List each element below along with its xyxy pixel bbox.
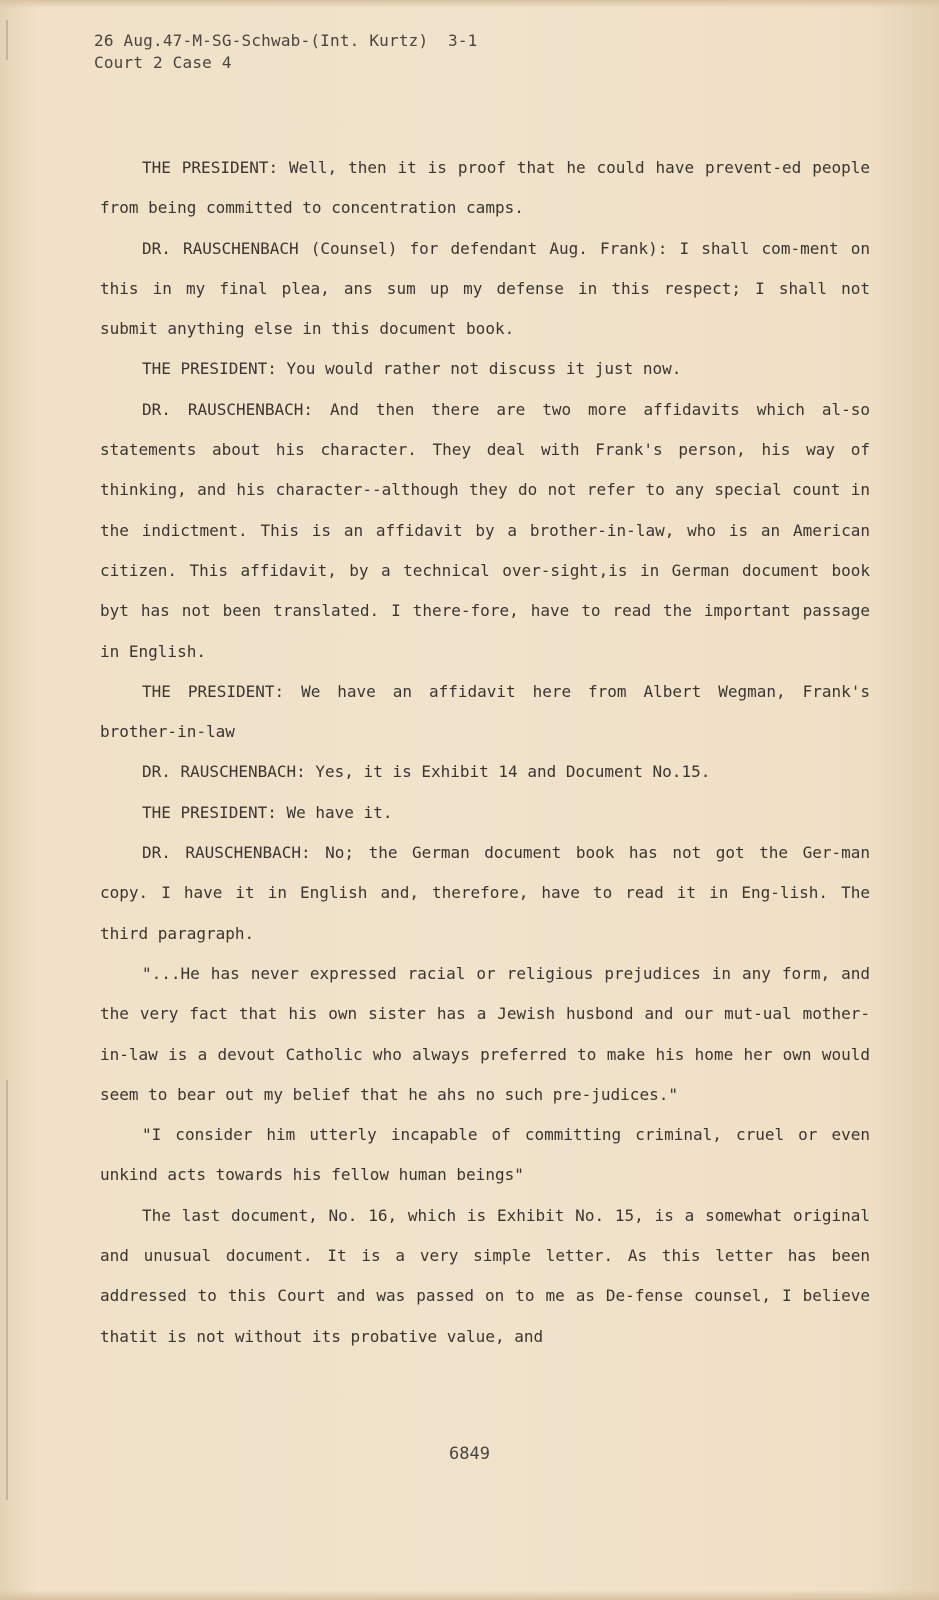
transcript-paragraph: DR. RAUSCHENBACH (Counsel) for defendant Aug. Frank): I shall com-ment on this in my final plea, ans sum up my defense in this respect; I shall not submit anything else in this document book. (100, 238, 870, 339)
page-edge-mark (6, 20, 8, 60)
document-header (94, 30, 477, 74)
transcript-paragraph: THE PRESIDENT: Well, then it is proof that he could have prevent-ed people from being committed to concentration camps. (100, 158, 870, 218)
quoted-passage: "I consider him utterly incapable of committing criminal, cruel or even unkind acts towards his fellow human beings" (100, 1125, 870, 1185)
transcript-paragraph: THE PRESIDENT: We have it. (142, 802, 393, 822)
quoted-passage: "...He has never expressed racial or religious prejudices in any form, and the very fact that his own sister has a Jewish husbond and our mut-ual mother-in-law is a devout Catholic who always preferred to make his home her own would seem to bear out my belief that he ahs no such pre-judices." (100, 963, 870, 1104)
transcript-paragraph: DR. RAUSCHENBACH: No; the German document book has not got the Ger-man copy. I have it in English and, therefore, have to read it in Eng-lish. The third paragraph. (100, 843, 870, 943)
transcript-paragraph: DR. RAUSCHENBACH: Yes, it is Exhibit 14 and Document No.15. (142, 762, 711, 782)
transcript-paragraph: The last document, No. 16, which is Exhibit No. 15, is a somewhat original and unusual document. It is a very simple letter. As this letter has been addressed to this Court and was passed on to me as De-fense counsel, I believe thatit is not without its probative value, and (100, 1205, 870, 1346)
transcript-paragraph: THE PRESIDENT: You would rather not discuss it just now. (142, 359, 682, 379)
transcript-body (100, 148, 870, 1357)
transcript-paragraph: DR. RAUSCHENBACH: And then there are two more affidavits which al-so statements about his character. They deal with Frank's person, his way of thinking, and his character--although they do not refer to any special count in the indictment. This is an affidavit by a brother-in-law, who is an American citizen. This affidavit, by a technical over-sight,is in German document book byt has not been translated. I there-fore, have to read the important passage in English. (100, 399, 870, 661)
header-reference: 26 Aug.47-M-SG-Schwab-(Int. Kurtz) 3-1 (94, 31, 478, 50)
page-number: 6849 (449, 1444, 490, 1464)
page-edge-mark (6, 1080, 8, 1500)
header-court-case: Court 2 Case 4 (94, 53, 232, 72)
transcript-paragraph: THE PRESIDENT: We have an affidavit here from Albert Wegman, Frank's brother-in-law (100, 681, 870, 742)
